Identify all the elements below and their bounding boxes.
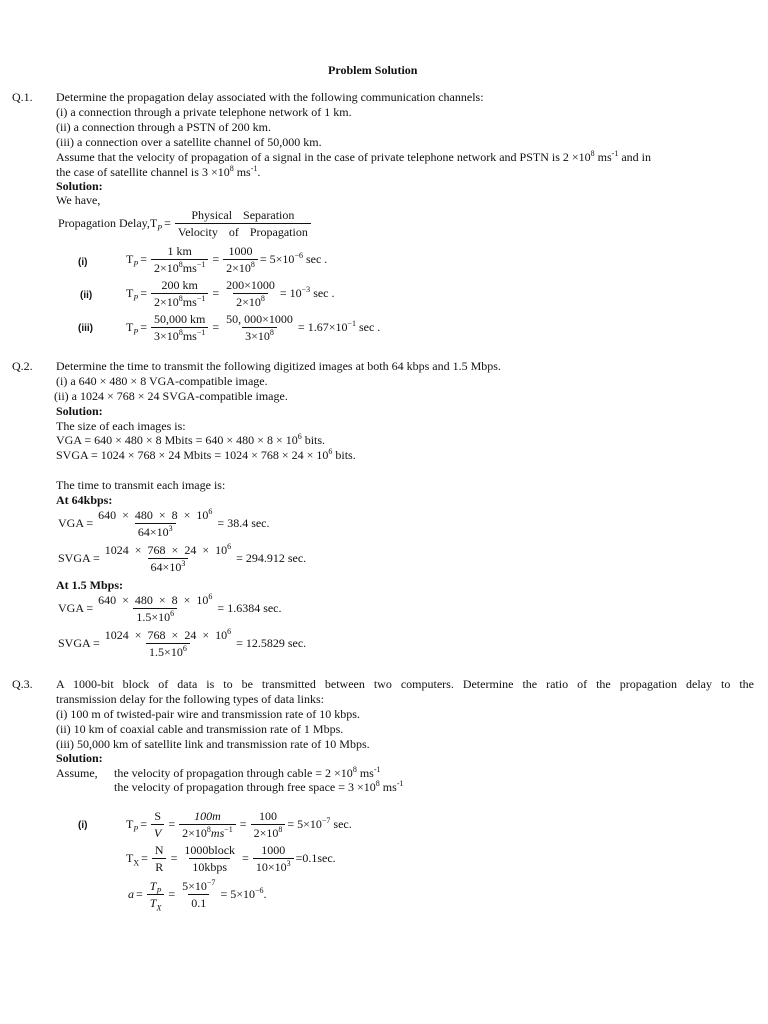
q2-at-15-heading: At 1.5 Mbps: [56, 578, 124, 592]
q1-assume-line-1: Assume that the velocity of propagation of a signal in the case of private telephone network and PSTN is $2 \times 10^8$ $ms^{-1}$ and in [56, 149, 651, 164]
q1-row-label-3: (iii) [78, 323, 93, 334]
q1-assume-line-2: the case of satellite channel is $3 \times 10^8$ $ms^{-1}$. [56, 164, 261, 179]
q2-question: Determine the time to transmit the following digitized images at both 64 kbps and 1.5 Mbps. [56, 359, 501, 373]
q2-svga-size: SVGA = 1024 × 768 × 24 Mbits = $1024 \times 768 \times 24 \times 10^6$ bits. [56, 447, 356, 462]
q1-row-label-2: (ii) [80, 290, 93, 301]
q3-label-i: (i) [78, 820, 88, 831]
q2-number: Q.2. [12, 359, 33, 373]
q2-vga-15-equation: VGA = $\frac{640 \times 480 \times 8 \times 10^6}{1.5\times 10^6}$ = 1.6384 sec. [58, 592, 282, 624]
q1-we-have: We have, [56, 193, 101, 207]
q1-row-equation-1: $T_P$ = $\frac{1 km}{2\times 10^8ms^{-1}}$ = $\frac{1000}{2\times 10^8}$ = $5\times 10^{-6}$ sec . [126, 244, 328, 275]
q2-svga-64-equation: SVGA = $\frac{1024 \times 768 \times 24 \times 10^6}{64\times 10^3}$ = 294.912 sec. [58, 542, 307, 574]
q2-item-1: (i) a 640 × 480 × 8 VGA-compatible image. [56, 374, 268, 388]
q2-size-intro: The size of each images is: [56, 419, 186, 433]
formula-lhs: Propagation $Delay,T_P$ [58, 216, 163, 233]
q3-alpha-equation: a = $\frac{T_P}{T_X}$ = $\frac{5\times 10^{-7}}{0.1}$ = $5\times 10^{-6}$. [128, 878, 267, 913]
formula-fraction: $\frac{\text{Physical Separation}}{\text{Velocity of Propagation}}$ [175, 208, 311, 239]
propagation-delay-formula: Propagation $Delay,T_P$ = $\frac{\text{Physical Separation}}{\text{Velocity of Propagation}}$ [58, 208, 313, 239]
q1-row-equation-3: $T_P$ = $\frac{50,000 km}{3\times 10^8ms^{-1}}$ = $\frac{50, 000\times 1000}{3\times 10^8}$ = $1.67\times 10^{-1}$ sec . [126, 312, 381, 343]
q1-solution-heading: Solution: [56, 179, 103, 193]
q2-at-64-heading: At 64kbps: [56, 493, 113, 507]
q1-item-1: (i) a connection through a private telephone network of 1 km. [56, 105, 352, 119]
q3-tx-equation: $T_X$ = $\frac{N}{R}$ = $\frac{\text{1000block}}{\text{10kbps}}$ = $\frac{1000}{10\times 10^3}$ =0.1sec. [126, 843, 336, 874]
q1-item-2: (ii) a connection through a PSTN of 200 km. [56, 120, 271, 134]
page-title: Problem Solution [328, 63, 418, 77]
q3-item-2: (ii) 10 km of coaxial cable and transmission rate of 1 Mbps. [56, 722, 344, 736]
q1-item-3: (iii) a connection over a satellite channel of 50,000 km. [56, 135, 322, 149]
q3-question-line-2: transmission delay for the following types of data links: [56, 692, 324, 706]
q3-assume-free-space: the velocity of propagation through free space = $3 \times 10^8$ $ms^{-1}$ [114, 779, 404, 794]
q3-item-3: (iii) 50,000 km of satellite link and transmission rate of 10 Mbps. [56, 737, 370, 751]
q2-svga-15-equation: SVGA = $\frac{1024 \times 768 \times 24 \times 10^6}{1.5\times 10^6}$ = 12.5829 sec. [58, 627, 307, 659]
q1-row-label-1: (i) [78, 257, 88, 268]
q3-tp-equation: $T_P$ = $\frac{S}{V}$ = $\frac{100m}{2\times 10^8ms^{-1}}$ = $\frac{100}{2\times 10^8}$ = $5\times 10^{-7}$ sec. [126, 809, 352, 840]
q3-solution-heading: Solution: [56, 751, 103, 765]
q1-row-equation-2: $T_P$ = $\frac{200 km}{2\times 10^8ms^{-1}}$ = $\frac{200\times 1000}{2\times 10^8}$ = $10^{-3}$ sec . [126, 278, 335, 309]
q3-assume-cable: the velocity of propagation through cable = $2 \times 10^8$ $ms^{-1}$ [114, 765, 381, 780]
q1-question: Determine the propagation delay associated with the following communication channels: [56, 90, 484, 104]
q3-item-1: (i) 100 m of twisted-pair wire and transmission rate of 10 kbps. [56, 707, 360, 721]
q1-number: Q.1. [12, 90, 33, 104]
q2-time-intro: The time to transmit each image is: [56, 478, 226, 492]
q2-vga-size: VGA = 640 × 480 × 8 Mbits = $640 \times 480 \times 8 \times 10^6$ bits. [56, 432, 326, 447]
q3-question-line-1: A 1000-bit block of data is to be transmitted between two computers. Determine the ratio of the propagation delay to the [56, 677, 754, 691]
q3-assume-label: Assume, [56, 766, 98, 780]
q3-number: Q.3. [12, 677, 33, 691]
q2-solution-heading: Solution: [56, 404, 103, 418]
q2-vga-64-equation: VGA = $\frac{640 \times 480 \times 8 \times 10^6}{64\times 10^3}$ = 38.4 sec. [58, 507, 270, 539]
q2-item-2: (ii) a 1024 × 768 × 24 SVGA-compatible image. [54, 389, 288, 403]
